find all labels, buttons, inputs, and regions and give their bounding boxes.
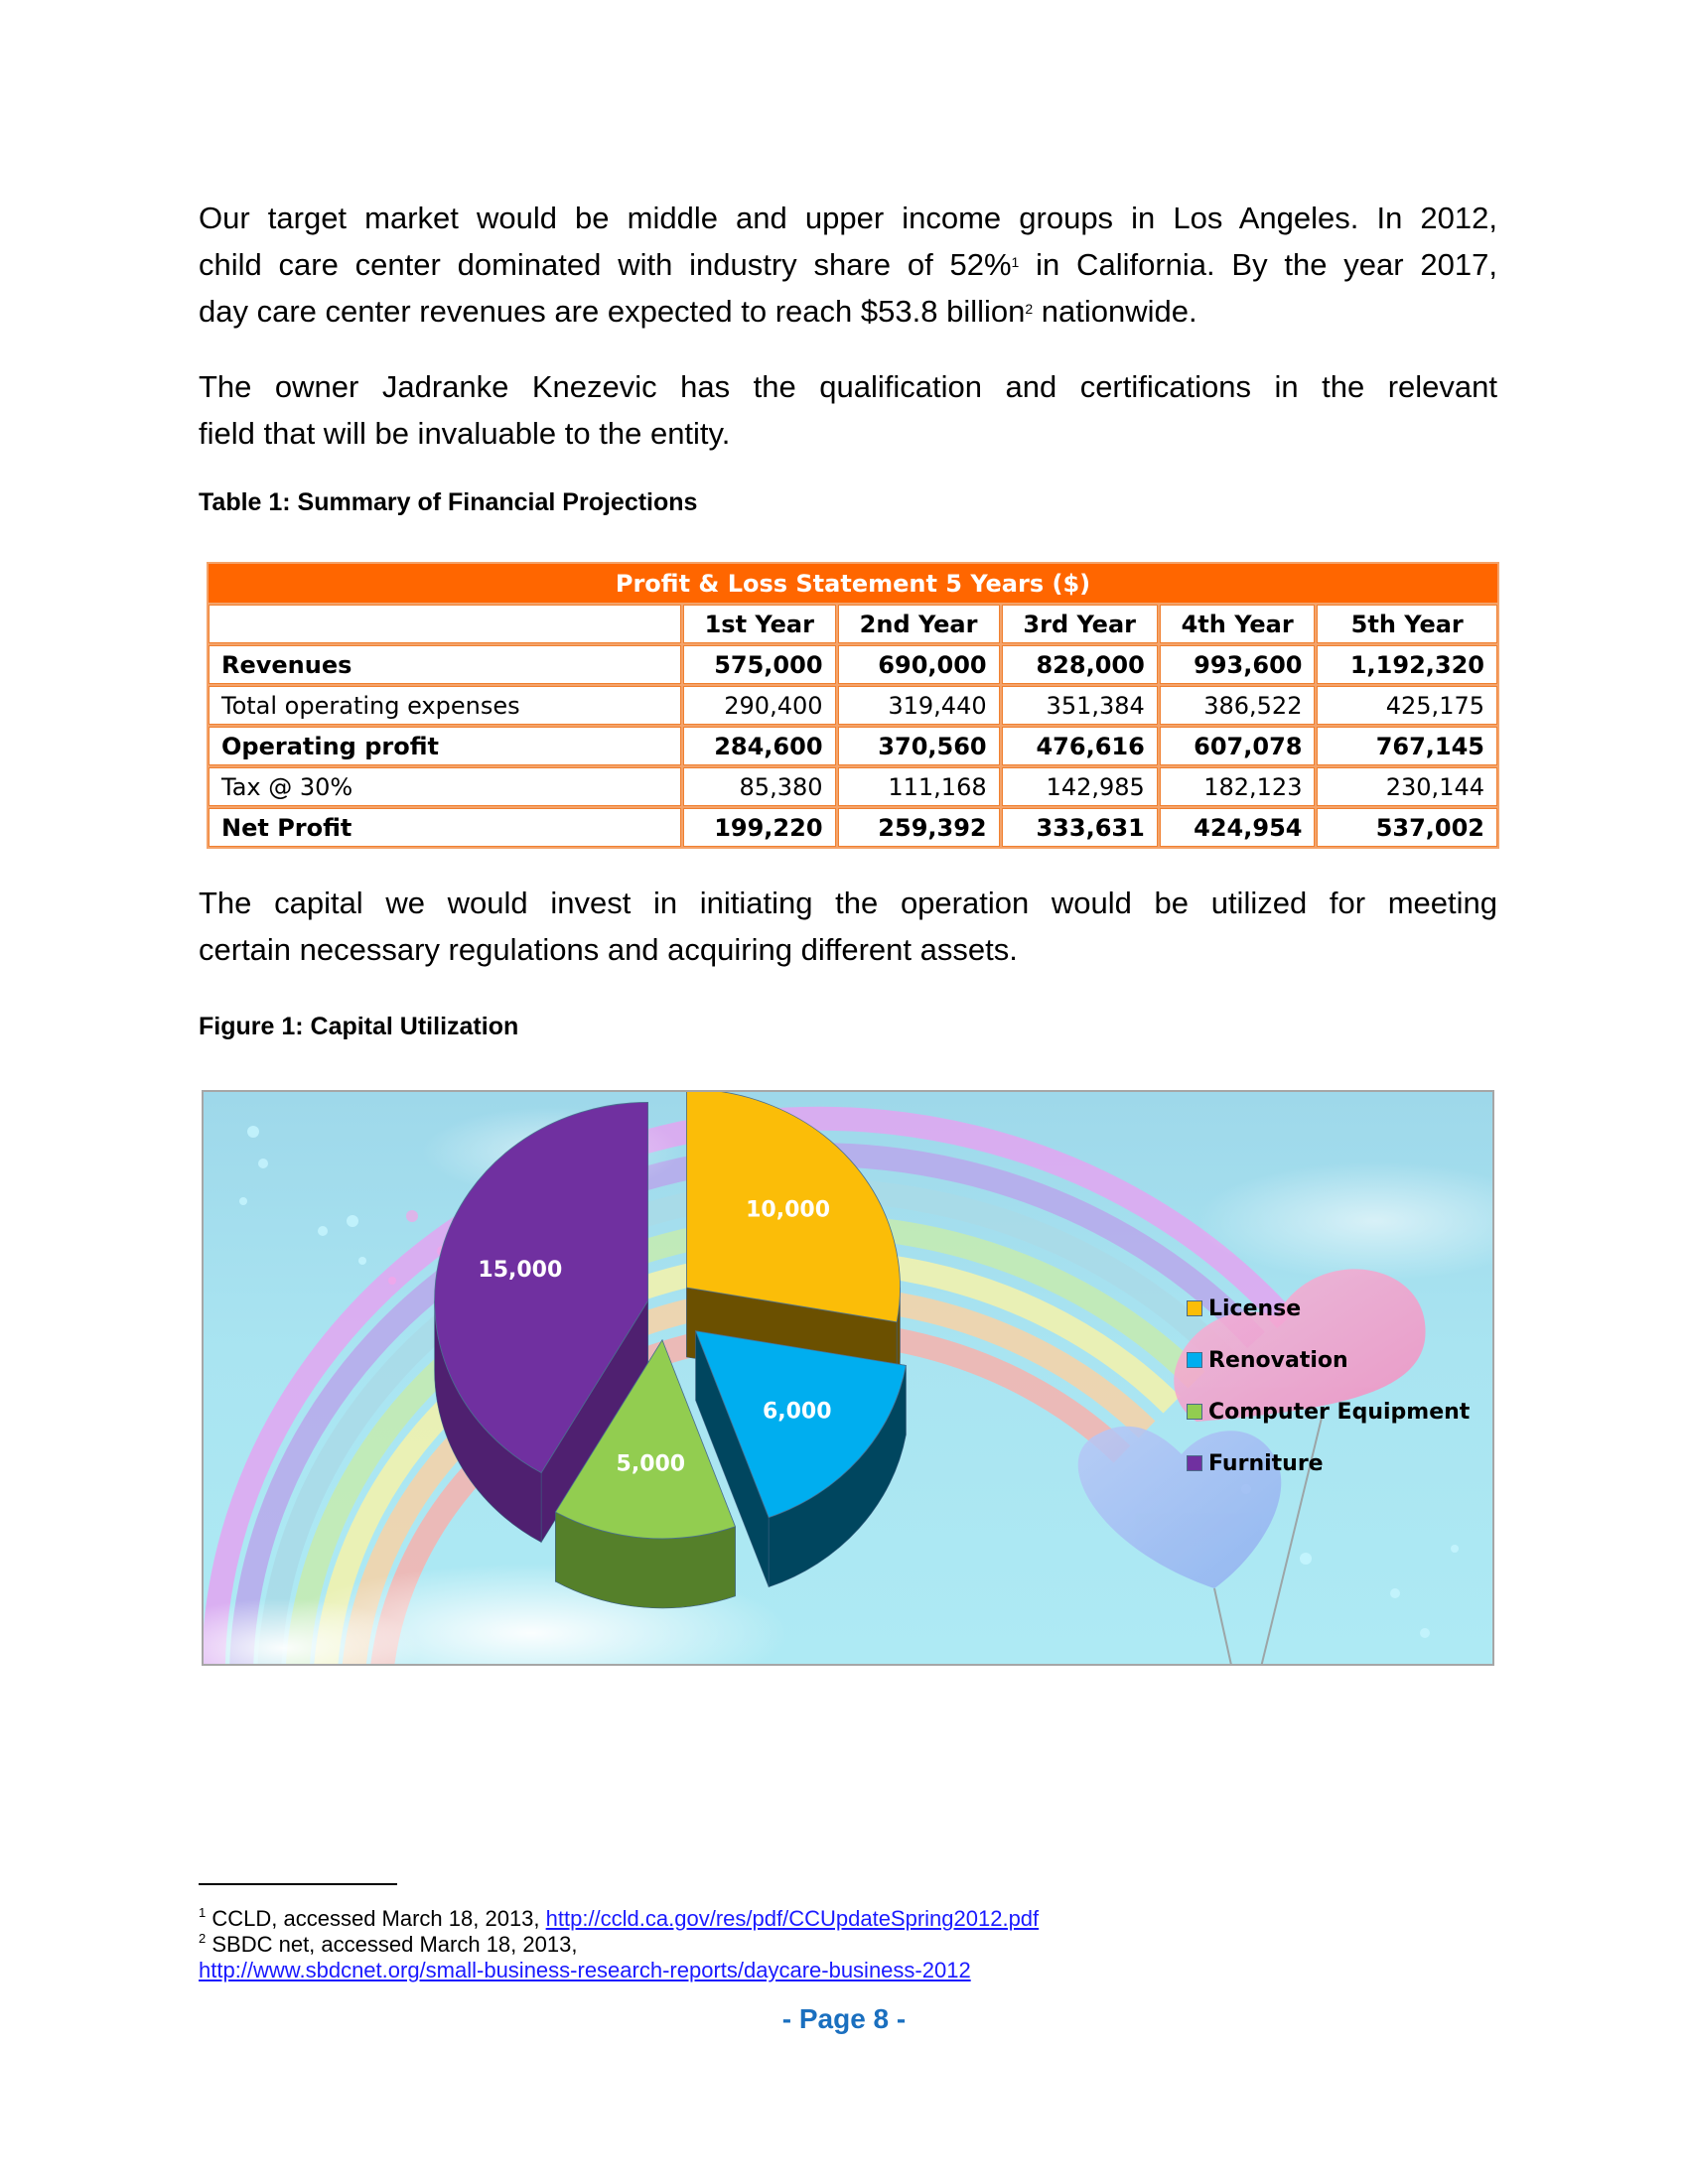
row-label: Revenues bbox=[209, 645, 681, 684]
legend-swatch bbox=[1187, 1404, 1202, 1420]
legend-item-license bbox=[1187, 1283, 1470, 1334]
column-header: 3rd Year bbox=[1002, 605, 1158, 643]
table-cell: 259,392 bbox=[838, 808, 1000, 847]
paragraph-line bbox=[199, 288, 1497, 335]
table-row-tax bbox=[209, 767, 1497, 806]
table-cell: 425,175 bbox=[1317, 686, 1497, 725]
legend-swatch bbox=[1187, 1352, 1202, 1368]
line-text: child care center dominated with industry share of 52% bbox=[199, 247, 1012, 282]
table-row-operating-expenses bbox=[209, 686, 1497, 725]
paragraph-line: Our target market would be middle and upper income groups in Los Angeles. In 2012, bbox=[199, 201, 1497, 235]
table-cell: 230,144 bbox=[1317, 767, 1497, 806]
table-cell: 85,380 bbox=[683, 767, 836, 806]
table-cell: 290,400 bbox=[683, 686, 836, 725]
table-row-net-profit bbox=[209, 808, 1497, 847]
chart-legend bbox=[1187, 1283, 1470, 1489]
paragraph-line: The owner Jadranke Knezevic has the qualification and certifications in the relevant bbox=[199, 369, 1497, 404]
line-text: in California. By the year 2017, bbox=[1019, 247, 1497, 282]
table-cell: 351,384 bbox=[1002, 686, 1158, 725]
pie-data-label-renovation: 6,000 bbox=[762, 1399, 832, 1425]
table-cell: 333,631 bbox=[1002, 808, 1158, 847]
footnote-link[interactable]: http://ccld.ca.gov/res/pdf/CCUpdateSpring2012.pdf bbox=[545, 1906, 1040, 1931]
table-cell: 537,002 bbox=[1317, 808, 1497, 847]
row-label: Tax @ 30% bbox=[209, 767, 681, 806]
capital-paragraph bbox=[199, 880, 1497, 973]
legend-item-computer-equipment bbox=[1187, 1386, 1470, 1437]
column-header: 2nd Year bbox=[838, 605, 1000, 643]
table-cell: 111,168 bbox=[838, 767, 1000, 806]
table-cell: 767,145 bbox=[1317, 727, 1497, 765]
table-cell: 182,123 bbox=[1160, 767, 1316, 806]
footnote-text: CCLD, accessed March 18, 2013, bbox=[211, 1906, 546, 1931]
legend-label: Renovation bbox=[1208, 1347, 1348, 1373]
row-label: Net Profit bbox=[209, 808, 681, 847]
table-cell: 142,985 bbox=[1002, 767, 1158, 806]
table-cell: 607,078 bbox=[1160, 727, 1316, 765]
table-caption: Table 1: Summary of Financial Projections bbox=[199, 488, 698, 516]
capital-utilization-chart bbox=[202, 1090, 1494, 1666]
footnote-ref[interactable]: 1 bbox=[1011, 254, 1020, 270]
table-row-operating-profit bbox=[209, 727, 1497, 765]
footnote-separator bbox=[199, 1883, 397, 1885]
paragraph-line: field that will be invaluable to the entity. bbox=[199, 416, 731, 451]
footnote-number: 2 bbox=[199, 1931, 207, 1946]
pie-data-label-license: 10,000 bbox=[746, 1197, 831, 1223]
footnote-number: 1 bbox=[199, 1905, 207, 1920]
table-cell: 993,600 bbox=[1160, 645, 1316, 684]
table-header-row bbox=[209, 605, 1497, 643]
column-header: 4th Year bbox=[1160, 605, 1316, 643]
pie-data-label-furniture: 15,000 bbox=[478, 1258, 563, 1284]
legend-item-furniture bbox=[1187, 1437, 1470, 1489]
legend-item-renovation bbox=[1187, 1334, 1470, 1386]
page-number: - Page 8 - bbox=[781, 2003, 907, 2034]
pie-data-label-computer-equipment: 5,000 bbox=[616, 1451, 686, 1477]
column-header: 1st Year bbox=[683, 605, 836, 643]
table-cell: 424,954 bbox=[1160, 808, 1316, 847]
footnote-link[interactable]: http://www.sbdcnet.org/small-business-research-reports/daycare-business-2012 bbox=[199, 1958, 971, 1982]
legend-label: Computer Equipment bbox=[1208, 1399, 1471, 1425]
profit-loss-table bbox=[207, 562, 1499, 849]
paragraph-line: certain necessary regulations and acquiring different assets. bbox=[199, 932, 1018, 967]
footnote-1 bbox=[199, 1906, 1039, 1932]
paragraph-line: The capital we would invest in initiating the operation would be utilized for meeting bbox=[199, 886, 1497, 920]
column-header: 5th Year bbox=[1317, 605, 1497, 643]
line-text: day care center revenues are expected to reach $53.8 billion bbox=[199, 294, 1026, 329]
owner-paragraph bbox=[199, 363, 1497, 457]
table-cell: 319,440 bbox=[838, 686, 1000, 725]
footnote-text: SBDC net, accessed March 18, 2013, bbox=[211, 1932, 578, 1957]
row-label: Total operating expenses bbox=[209, 686, 681, 725]
figure-caption: Figure 1: Capital Utilization bbox=[199, 1013, 519, 1040]
table-cell: 370,560 bbox=[838, 727, 1000, 765]
legend-swatch bbox=[1187, 1300, 1202, 1316]
table-title: Profit & Loss Statement 5 Years ($) bbox=[209, 564, 1497, 603]
footnote-ref[interactable]: 2 bbox=[1025, 301, 1034, 317]
legend-label: Furniture bbox=[1208, 1450, 1324, 1476]
footnote-2 bbox=[199, 1932, 577, 1958]
table-row-revenues bbox=[209, 645, 1497, 684]
row-label: Operating profit bbox=[209, 727, 681, 765]
table-cell: 575,000 bbox=[683, 645, 836, 684]
header-empty-cell bbox=[209, 605, 681, 643]
table-cell: 1,192,320 bbox=[1317, 645, 1497, 684]
legend-label: License bbox=[1208, 1296, 1302, 1321]
table-cell: 386,522 bbox=[1160, 686, 1316, 725]
table-cell: 690,000 bbox=[838, 645, 1000, 684]
table-cell: 476,616 bbox=[1002, 727, 1158, 765]
line-text: nationwide. bbox=[1033, 294, 1197, 329]
legend-swatch bbox=[1187, 1455, 1202, 1471]
table-cell: 828,000 bbox=[1002, 645, 1158, 684]
table-title-row bbox=[209, 564, 1497, 603]
paragraph-line bbox=[199, 241, 1497, 288]
table-cell: 284,600 bbox=[683, 727, 836, 765]
footnote-2-link-line bbox=[199, 1958, 971, 1983]
table-cell: 199,220 bbox=[683, 808, 836, 847]
intro-paragraph bbox=[199, 195, 1497, 335]
